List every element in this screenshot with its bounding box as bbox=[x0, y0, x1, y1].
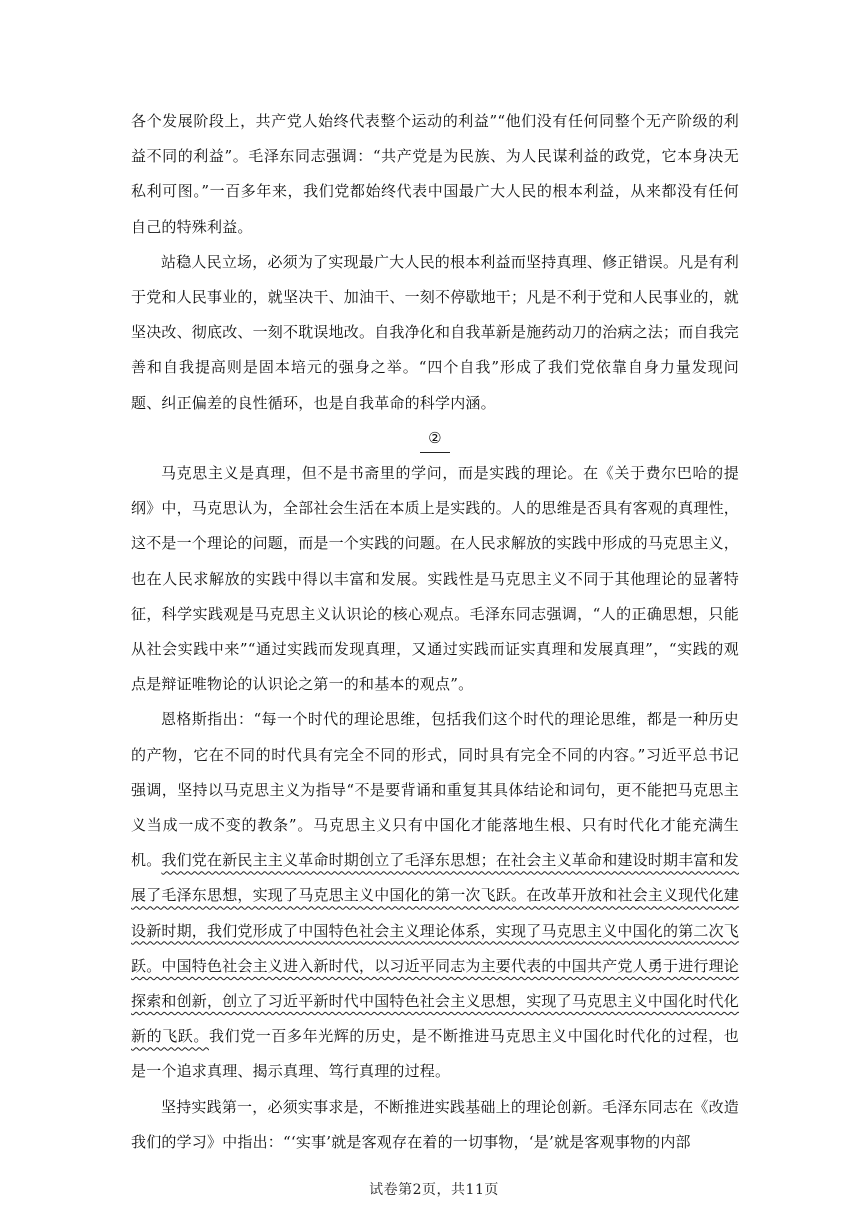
section-marker bbox=[131, 421, 739, 456]
paragraph-5: 坚持实践第一，必须实事求是，不断推进实践基础上的理论创新。毛泽东同志在《改造我们的学习》中指出：“‘实事’就是客观存在着的一切事物，‘是’就是客观事物的内部 bbox=[131, 1097, 739, 1151]
page-footer: 试卷第2页，共11页 bbox=[369, 1182, 499, 1198]
wavy-underlined-passage: 我们党在新民主主义革命时期创立了毛泽东思想；在社会主义革命和建设时期丰富和发展了毛泽东思想，实现了马克思主义中国化的第一次飞跃。在改革开放和社会主义现代化建设新时期，我们党形成了中国特色社会主义理论体系，实现了马克思主义中国化的第二次飞跃。中国特色社会主义进入新时代，以习近平同志为主要代表的中国共产党人勇于进行理论探索和创新，创立了习近平新时代中国特色社会主义思想，实现了马克思主义中国化时代化新的飞跃。 bbox=[131, 851, 740, 1046]
paragraph-4-tail: 我们党一百多年光辉的历史，是不断推进马克思主义中国化时代化的过程，也是一个追求真理、揭示真理、笃行真理的过程。 bbox=[131, 1027, 739, 1081]
paragraph-2: 站稳人民立场，必须为了实现最广大人民的根本利益而坚持真理、修正错误。凡是有利于党和人民事业的，就坚决干、加油干、一刻不停歇地干；凡是不利于党和人民事业的，就坚决改、彻底改、一刻不耽误地改。自我净化和自我革新是施药动刀的治病之法；而自我完善和自我提高则是固本培元的强身之举。“四个自我”形成了我们党依靠自身力量发现问题、纠正偏差的良性循环，也是自我革命的科学内涵。 bbox=[131, 252, 740, 412]
paragraph-1: 各个发展阶段上，共产党人始终代表整个运动的利益”“他们没有任何同整个无产阶级的利益不同的利益”。毛泽东同志强调：“共产党是为民族、为人民谋利益的政党，它本身决无私利可图。”一百多年来，我们党都始终代表中国最广大人民的根本利益，从来都没有任何自己的特殊利益。 bbox=[131, 112, 739, 236]
paragraph-4-lead: 恩格斯指出：“每一个时代的理论思维，包括我们这个时代的理论思维，都是一种历史的产物，它在不同的时代具有完全不同的形式，同时具有完全不同的内容。”习近平总书记强调，坚持以马克思主义为指导“不是要背诵和重复其具体结论和词句，更不能把马克思主义当成一成不变的教条”。马克思主义只有中国化才能落地生根、只有时代化才能充满生机。 bbox=[131, 710, 739, 870]
document-body bbox=[131, 104, 739, 1160]
paragraph-3: 马克思主义是真理，但不是书斋里的学问，而是实践的理论。在《关于费尔巴哈的提纲》中，马克思认为，全部社会生活在本质上是实践的。人的思维是否具有客观的真理性，这不是一个理论的问题，而是一个实践的问题。在人民求解放的实践中形成的马克思主义，也在人民求解放的实践中得以丰富和发展。实践性是马克思主义不同于其他理论的显著特征，科学实践观是马克思主义认识论的核心观点。毛泽东同志强调，“人的正确思想，只能从社会实践中来”“通过实践而发现真理，又通过实践而证实真理和发展真理”，“实践的观点是辩证唯物论的认识论之第一的和基本的观点”。 bbox=[131, 464, 740, 694]
paragraph-4 bbox=[131, 702, 739, 1089]
section-marker-blank: ② bbox=[420, 424, 450, 453]
